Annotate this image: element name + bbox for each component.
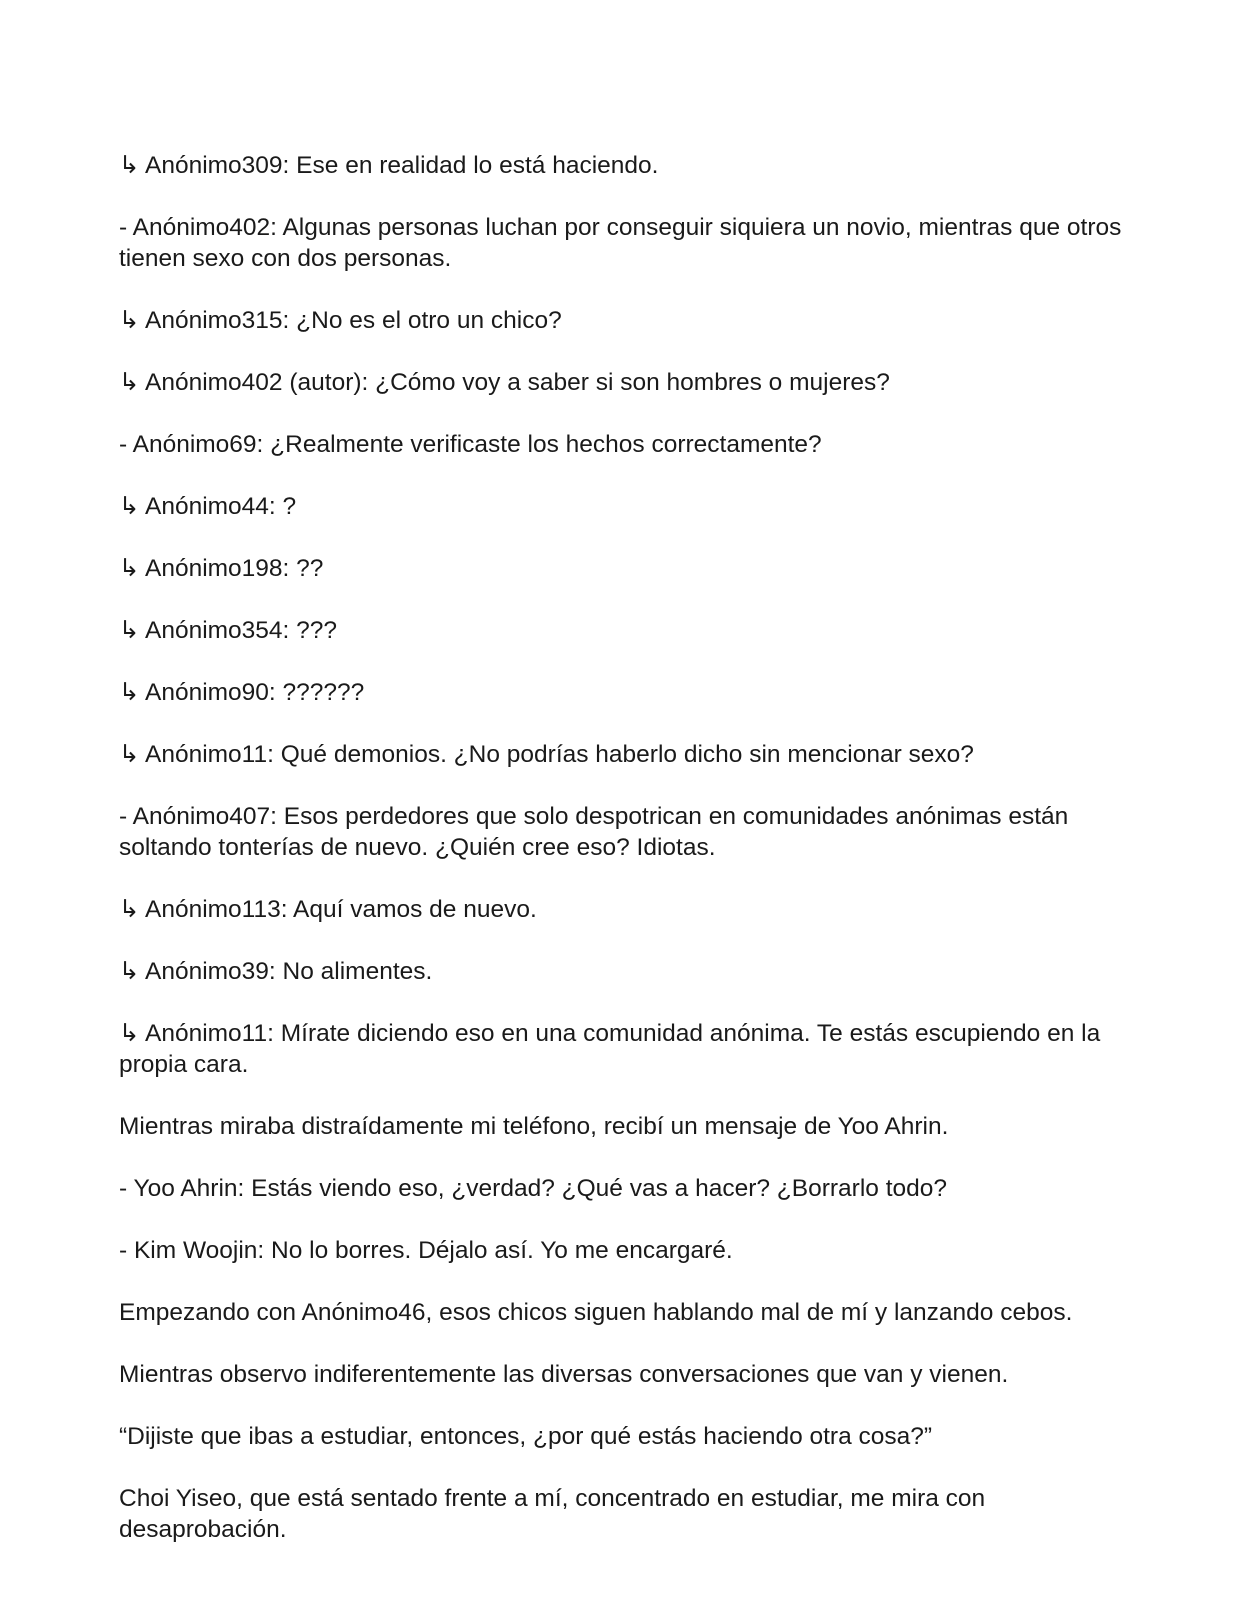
paragraph: ↳ Anónimo354: ??? — [119, 617, 338, 644]
paragraph: ↳ Anónimo44: ? — [119, 493, 297, 520]
paragraph: Empezando con Anónimo46, esos chicos siguen hablando mal de mí y lanzando cebos. — [119, 1299, 1073, 1326]
paragraph: ↳ Anónimo11: Mírate diciendo eso en una comunidad anónima. Te estás escupiendo en la propia cara. — [119, 1020, 1101, 1078]
paragraph: Choi Yiseo, que está sentado frente a mí, concentrado en estudiar, me mira con desaprobación. — [119, 1485, 986, 1543]
paragraph: - Yoo Ahrin: Estás viendo eso, ¿verdad? ¿Qué vas a hacer? ¿Borrarlo todo? — [119, 1175, 948, 1202]
paragraph: ↳ Anónimo90: ?????? — [119, 679, 365, 706]
document-body — [119, 150, 1129, 1576]
paragraph: ↳ Anónimo402 (autor): ¿Cómo voy a saber si son hombres o mujeres? — [119, 369, 890, 396]
paragraph: ↳ Anónimo11: Qué demonios. ¿No podrías haberlo dicho sin mencionar sexo? — [119, 741, 974, 768]
paragraph: - Anónimo402: Algunas personas luchan por conseguir siquiera un novio, mientras que otros tienen sexo con dos personas. — [119, 214, 1122, 272]
paragraph: ↳ Anónimo113: Aquí vamos de nuevo. — [119, 896, 537, 923]
paragraph: Mientras miraba distraídamente mi teléfono, recibí un mensaje de Yoo Ahrin. — [119, 1113, 949, 1140]
paragraph: - Kim Woojin: No lo borres. Déjalo así. Yo me encargaré. — [119, 1237, 733, 1264]
paragraph: - Anónimo69: ¿Realmente verificaste los hechos correctamente? — [119, 431, 822, 458]
paragraph: ↳ Anónimo309: Ese en realidad lo está haciendo. — [119, 152, 659, 179]
paragraph: ↳ Anónimo315: ¿No es el otro un chico? — [119, 307, 562, 334]
paragraph: “Dijiste que ibas a estudiar, entonces, ¿por qué estás haciendo otra cosa?” — [119, 1423, 933, 1450]
paragraph: Mientras observo indiferentemente las diversas conversaciones que van y vienen. — [119, 1361, 1009, 1388]
paragraph: ↳ Anónimo198: ?? — [119, 555, 324, 582]
paragraph: - Anónimo407: Esos perdedores que solo despotrican en comunidades anónimas están soltando tonterías de nuevo. ¿Quién cree eso? Idiotas. — [119, 803, 1069, 861]
paragraph: ↳ Anónimo39: No alimentes. — [119, 958, 433, 985]
